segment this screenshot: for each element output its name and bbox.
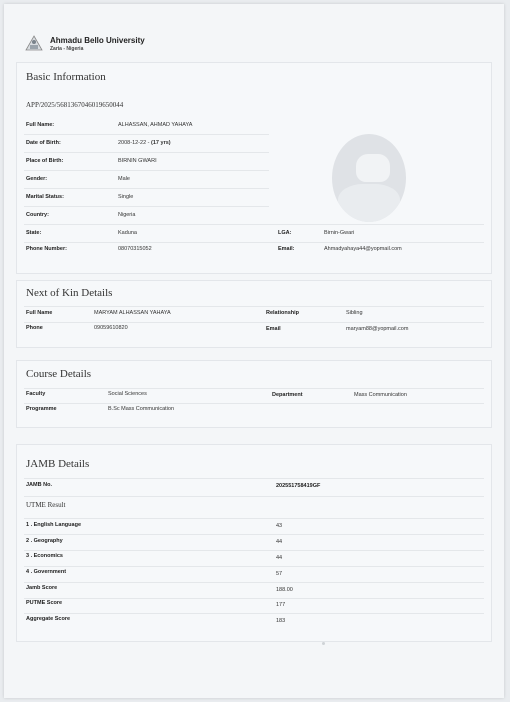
document-page	[4, 4, 504, 698]
subject-score: 57	[276, 571, 283, 577]
full-name-value: ALHASSAN, AHMAD YAHAYA	[118, 122, 193, 128]
email-label: Email:	[278, 246, 295, 252]
passport-photo-placeholder	[332, 134, 406, 222]
email-value: Ahmadyahaya44@yopmail.com	[324, 246, 402, 252]
next-of-kin-title: Next of Kin Details	[26, 287, 113, 299]
subject-score: 44	[276, 555, 283, 561]
jamb-score-value: 188.00	[276, 587, 293, 593]
lga-value: Birnin-Gwari	[324, 230, 355, 236]
basic-info-title: Basic Information	[26, 71, 106, 83]
marital-label: Marital Status:	[26, 194, 64, 200]
divider	[24, 550, 484, 551]
divider	[24, 478, 484, 479]
subject-label: 2 . Geography	[26, 538, 63, 544]
aggregate-score-value: 183	[276, 618, 286, 624]
phone-label: Phone Number:	[26, 246, 67, 252]
divider	[24, 403, 484, 404]
programme-value: B.Sc Mass Communication	[108, 406, 175, 412]
divider	[24, 496, 484, 497]
faculty-label: Faculty	[26, 391, 46, 397]
gender-label: Gender:	[26, 176, 48, 182]
programme-label: Programme	[26, 406, 57, 412]
subject-label: 1 . English Language	[26, 522, 82, 528]
state-value: Kaduna	[118, 230, 137, 236]
divider	[24, 518, 484, 519]
jamb-score-label: Jamb Score	[26, 585, 58, 591]
dob-label: Date of Birth:	[26, 140, 61, 146]
lga-label: LGA:	[278, 230, 292, 236]
divider	[24, 322, 484, 323]
photo-body-shape	[338, 184, 400, 222]
divider	[24, 242, 484, 243]
divider	[24, 152, 269, 153]
divider	[24, 306, 484, 307]
divider	[24, 582, 484, 583]
kin-relationship-value: Sibling	[346, 310, 363, 316]
utme-result-title: UTME Result	[26, 501, 66, 509]
subject-label: 4 . Government	[26, 569, 67, 575]
putme-score-value: 177	[276, 602, 286, 608]
state-label: State:	[26, 230, 42, 236]
jamb-no-value: 202551758419GF	[276, 483, 321, 489]
divider	[24, 206, 269, 207]
divider	[24, 224, 484, 225]
country-label: Country:	[26, 212, 49, 218]
kin-email-label: Email	[266, 326, 281, 332]
aggregate-score-label: Aggregate Score	[26, 616, 71, 622]
country-value: Nigeria	[118, 212, 136, 218]
full-name-label: Full Name:	[26, 122, 55, 128]
phone-value: 08070315052	[118, 246, 152, 252]
divider	[24, 134, 269, 135]
photo-head-shape	[356, 154, 390, 182]
kin-phone-value: 09059610820	[94, 325, 128, 331]
divider	[24, 598, 484, 599]
kin-name-label: Full Name	[26, 310, 53, 316]
divider	[24, 388, 484, 389]
divider	[24, 188, 269, 189]
application-number: APP/2025/5681367046019650044	[26, 101, 124, 109]
kin-relationship-label: Relationship	[266, 310, 300, 316]
dob-value	[118, 140, 171, 146]
divider	[24, 613, 484, 614]
university-location: Zaria - Nigeria	[50, 46, 84, 52]
subject-label: 3 . Economics	[26, 553, 63, 559]
department-label: Department	[272, 392, 303, 398]
department-value: Mass Communication	[354, 392, 407, 398]
dob-date: 2008-12-22 -	[118, 140, 150, 146]
university-name: Ahmadu Bello University	[50, 36, 145, 45]
subject-score: 43	[276, 523, 283, 529]
dob-age: (17 yrs)	[151, 140, 171, 146]
university-header	[24, 34, 145, 54]
course-details-title: Course Details	[26, 368, 92, 380]
kin-phone-label: Phone	[26, 325, 43, 331]
marital-value: Single	[118, 194, 134, 200]
divider	[24, 566, 484, 567]
jamb-details-title: JAMB Details	[26, 458, 90, 470]
faculty-value: Social Sciences	[108, 391, 147, 397]
university-logo-icon	[24, 34, 44, 54]
pob-value: BIRNIN GWARI	[118, 158, 157, 164]
divider	[24, 170, 269, 171]
divider	[24, 534, 484, 535]
gender-value: Male	[118, 176, 130, 182]
kin-name-value: MARYAM ALHASSAN YAHAYA	[94, 310, 171, 316]
putme-score-label: PUTME Score	[26, 600, 63, 606]
kin-email-value: maryam88@yopmail.com	[346, 326, 409, 332]
pob-label: Place of Birth:	[26, 158, 64, 164]
jamb-no-label: JAMB No.	[26, 482, 52, 488]
subject-score: 44	[276, 539, 283, 545]
scan-speck	[322, 642, 325, 645]
